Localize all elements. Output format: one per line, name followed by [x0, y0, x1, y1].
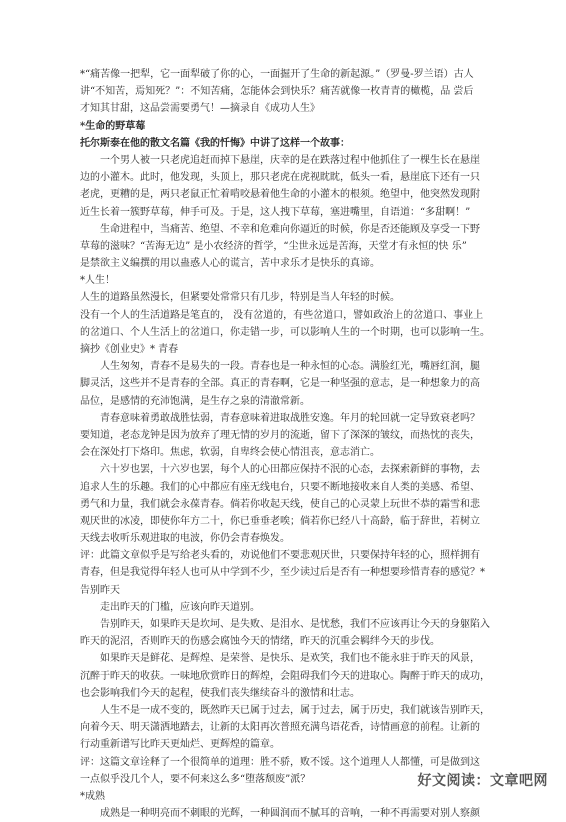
- text-line: 成熟是一种明亮而不刺眼的光辉，一种圆润而不腻耳的音响，一种不再需要对别人察颜: [100, 808, 480, 820]
- text-line: *“痛苦像一把犁，它一面犁破了你的心，一面掘开了生命的新起源。”（罗曼-罗兰语）古人: [80, 69, 474, 80]
- text-line: 没有一个人的生活道路是笔直的， 没有岔道的，有些岔道口，譬如政治上的岔道口、事业上: [80, 309, 484, 321]
- text-line: 会在深处打下烙印。焦虑，软弱，自卑终会使心情沮丧，意志消亡。: [80, 447, 380, 459]
- text-line: 向着今天、明天潇洒地踏去，让新的太阳再次普照充满鸟语花香，诗情画意的前程。让新的: [80, 722, 480, 734]
- text-line: 如果昨天是鲜花、是辉煌、是荣誉、是快乐、是欢笑，我们也不能永驻于昨天的风景，: [100, 653, 480, 665]
- text-line: *成熟: [80, 790, 105, 802]
- text-line: 的岔道口、个人生活上的岔道口，你走错一步，可以影响人生的一个时期，也可以影响一生。: [80, 326, 490, 338]
- text-line: *生命的野草莓: [80, 120, 146, 132]
- text-line: 告别昨天，如果昨天是坎坷、是失败、是泪水、是忧愁，我们不应该再让今天的身躯陷入: [100, 619, 490, 630]
- site-watermark: 好文阅读：文章吧网: [417, 773, 548, 789]
- text-line: 生命进程中，当痛苦、绝望、不幸和危难向你逼近的时候，你是否还能顾及享受一下野: [100, 223, 480, 235]
- text-line: 六十岁也罢，十六岁也罢，每个人的心田都应保持不泯的心态，去探索新鲜的事物，去: [100, 464, 480, 476]
- text-line: 观厌世的冰凌，即使你年方二十，你已垂垂老唉；倘若你已经八十高龄，临于辞世，若树立: [80, 515, 480, 527]
- text-line: 评：此篇文章似乎是写给老头看的，劝说他们不要悲观厌世，只要保持年轻的心，照样拥有: [80, 550, 480, 562]
- text-line: 行动重新谱写比昨天更灿烂、更辉煌的篇章。: [80, 739, 280, 751]
- text-line: 才知其甘甜，这品尝需要勇气！—摘录自《成功人生》: [80, 103, 320, 115]
- text-line: 要知道，老态龙钟是因为放弃了理无情的岁月的流逝，留下了深深的皱纹，而热忱的丧失，: [80, 429, 480, 441]
- text-line: 沉醉于昨天的收获。一味地欣赏昨日的辉煌，会阻碍我们今天的进取心。陶醉于昨天的成功，: [80, 670, 490, 682]
- text-line: 摘抄《创业史》* 青春: [80, 344, 179, 355]
- text-line: 人生不是一成不变的，既然昨天已属于过去，属于过去，属于历史，我们就该告别昨天，: [100, 704, 490, 716]
- text-line: 昨天的泥沼，否则昨天的伤感会腐蚀今天的情绪，昨天的沉重会羁绊今天的步伐。: [80, 636, 440, 648]
- text-line: 天线去收听乐观进取的电波，你仍会青春焕发。: [80, 533, 290, 545]
- text-line: 近生长着一簇野草莓，伸手可及。于是，这人拽下草莓，塞进嘴里，自语道：“多甜啊！”: [80, 206, 471, 218]
- text-line: 青春，但是我觉得年轻人也可从中学到不少，至少读过后是否有一种想要珍惜青春的感觉？*: [80, 567, 485, 579]
- text-line: 追求人生的乐趣。我们的心中都应有座无线电台，只要不断地接收来自人类的美感、希望、: [80, 481, 480, 493]
- text-line: 一点似乎没几个人，要不何来这么多“堕落颓废”派？: [80, 773, 311, 785]
- text-line: 老虎，更糟的是，两只老鼠正忙着啃咬悬着他生命的小灌木的根须。绝望中，他突然发现附: [80, 189, 480, 201]
- document-body: [80, 66, 492, 822]
- text-line: 走出昨天的门槛，应该向昨天道别。: [100, 601, 260, 613]
- text-line: 脚灵活，这些并不是青春的全部。真正的青春啊，它是一种坚强的意志，是一种想象力的高: [80, 378, 480, 390]
- text-line: 人生匆匆，青春不是易失的一段。青春也是一种永恒的心态。满脸红光，嘴唇红润，腿: [100, 361, 480, 373]
- text-line: 一个男人被一只老虎追赶而掉下悬崖，庆幸的是在跌落过程中他抓住了一棵生长在悬崖: [100, 154, 480, 166]
- text-line: 评：这篇文章诠释了一个很简单的道理：胜不骄，败不馁。这个道理人人都懂，可是做到这: [80, 756, 480, 768]
- text-line: 也会影响我们今天的起程，使我们丧失继续奋斗的激情和壮志。: [80, 687, 360, 699]
- text-line: 青春意味着勇敢战胜怯弱，青春意味着进取战胜安逸。年月的轮回就一定导致衰老吗？: [100, 412, 480, 424]
- text-line: 是禁欲主义编撰的用以蛊惑人心的谎言，苦中求乐才是快乐的真谛。: [80, 258, 380, 270]
- text-line: 告别昨天: [80, 584, 120, 596]
- text-line: 勇气和力量，我们就会永葆青春。倘若你收起天线，使自己的心灵蒙上玩世不恭的霜雪和悲: [80, 498, 480, 510]
- text-line: 品位，是感情的充沛饱满，是生存之泉的清澈常新。: [80, 395, 310, 407]
- text-line: 人生的道路虽然漫长，但紧要处常常只有几步，特别是当人年轻的时候。: [80, 292, 400, 304]
- text-line: *人生！: [80, 275, 115, 287]
- text-line: 草莓的滋味？“苦海无边” 是小农经济的哲学，“尘世永远是苦海，天堂才有永恒的快 乐”: [80, 240, 467, 252]
- text-line: 边的小灌木。此时，他发现，头顶上，那只老虎在虎视眈眈，低头一看，悬崖底下还有一只: [80, 172, 480, 184]
- text-line: 托尔斯泰在他的散文名篇《我的忏悔》中讲了这样一个故事：: [80, 137, 350, 149]
- text-line: 讲“不知苦，焉知死？”：不知苦痛，怎能体会到快乐？痛苦就像一枚青青的橄榄，品 尝后: [80, 86, 474, 98]
